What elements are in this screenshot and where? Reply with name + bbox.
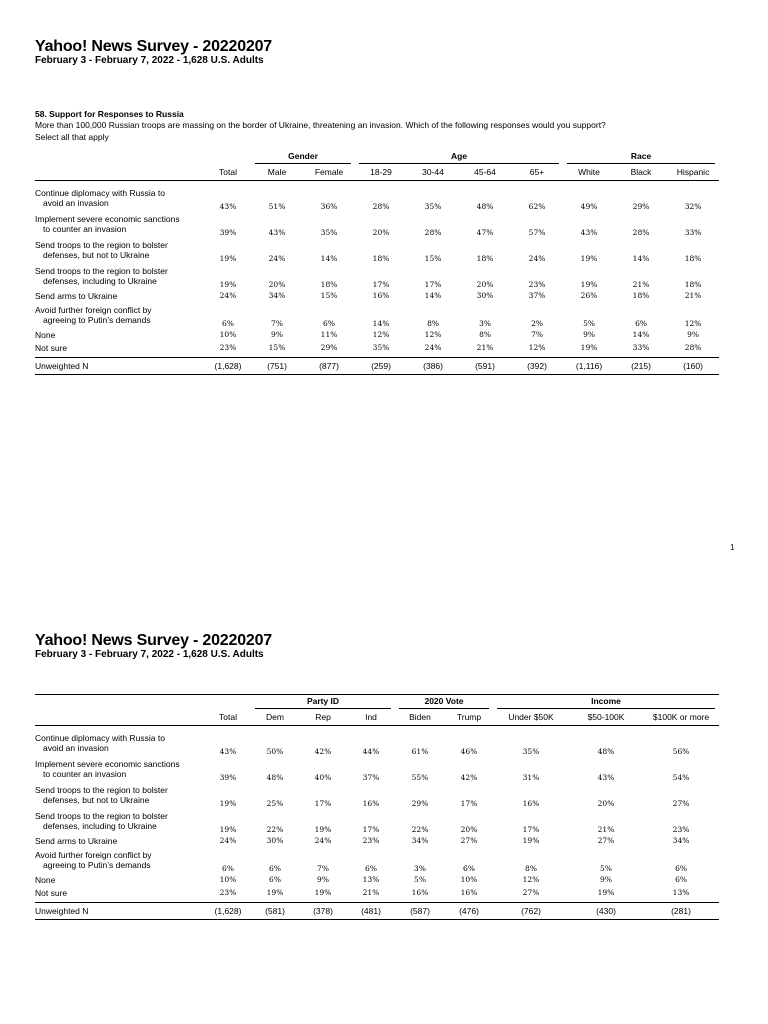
- cell-value: 18%: [632, 291, 650, 300]
- cell-value: 37%: [362, 773, 380, 782]
- cell-value: 27%: [672, 799, 690, 808]
- unweighted-n-value: (581): [251, 903, 299, 920]
- cell-value: 17%: [424, 280, 442, 289]
- table-row: [35, 289, 719, 302]
- cell-value: 19%: [314, 888, 332, 897]
- table-row: [35, 834, 719, 847]
- table-row: [35, 181, 719, 212]
- cell-value: 18%: [476, 254, 494, 263]
- cell-value: 28%: [424, 228, 442, 237]
- cell-value: 3%: [414, 864, 426, 873]
- cell-value: 29%: [632, 202, 650, 211]
- group-header-age: Age: [355, 150, 563, 164]
- column-header: 45-64: [459, 164, 511, 181]
- cell-value: 20%: [268, 280, 286, 289]
- cell-value: 35%: [522, 747, 540, 756]
- row-label-line: defenses, but not to Ukraine: [43, 250, 150, 260]
- cell-value: 28%: [684, 343, 702, 352]
- cell-value: 14%: [320, 254, 338, 263]
- cell-value: 6%: [323, 319, 335, 328]
- cell-value: 16%: [460, 888, 478, 897]
- column-header: 18-29: [355, 164, 407, 181]
- group-header-2020-vote: 2020 Vote: [395, 695, 493, 710]
- cell-value: 6%: [222, 864, 234, 873]
- cell-value: 39%: [219, 773, 237, 782]
- column-header: Dem: [251, 709, 299, 726]
- cell-value: 28%: [632, 228, 650, 237]
- cell-value: 18%: [320, 280, 338, 289]
- cell-value: 20%: [460, 825, 478, 834]
- cell-value: 23%: [219, 343, 237, 352]
- cell-value: 34%: [268, 291, 286, 300]
- cell-value: 24%: [268, 254, 286, 263]
- cell-value: 17%: [460, 799, 478, 808]
- cell-value: 6%: [222, 319, 234, 328]
- row-label-line: Avoid further foreign conflict by: [35, 850, 152, 860]
- row-label-line: Send troops to the region to bolster: [35, 785, 168, 795]
- table-row: [35, 847, 719, 873]
- cell-value: 9%: [583, 330, 595, 339]
- crosstab-table-2: [35, 694, 719, 920]
- cell-value: 19%: [266, 888, 284, 897]
- cell-value: 14%: [424, 291, 442, 300]
- cell-value: 24%: [314, 836, 332, 845]
- cell-value: 61%: [411, 747, 429, 756]
- row-label: [35, 237, 205, 263]
- cell-value: 32%: [684, 202, 702, 211]
- cell-value: 21%: [632, 280, 650, 289]
- cell-value: 24%: [424, 343, 442, 352]
- unweighted-n-value: (587): [395, 903, 445, 920]
- cell-value: 5%: [414, 875, 426, 884]
- cell-value: 12%: [684, 319, 702, 328]
- unweighted-n-value: (392): [511, 358, 563, 375]
- cell-value: 8%: [525, 864, 537, 873]
- cell-value: 35%: [372, 343, 390, 352]
- unweighted-n-value: (1,116): [563, 358, 615, 375]
- cell-value: 12%: [522, 875, 540, 884]
- column-header: Female: [303, 164, 355, 181]
- row-label: [35, 302, 205, 328]
- cell-value: 12%: [372, 330, 390, 339]
- cell-value: 21%: [597, 825, 615, 834]
- unweighted-n-value: (386): [407, 358, 459, 375]
- cell-value: 24%: [528, 254, 546, 263]
- cell-value: 30%: [266, 836, 284, 845]
- unweighted-n-value: (160): [667, 358, 719, 375]
- crosstab-table-1: [35, 150, 719, 375]
- page2-subtitle: February 3 - February 7, 2022 - 1,628 U.S. Adults: [35, 649, 264, 660]
- cell-value: 35%: [424, 202, 442, 211]
- row-label-line: defenses, including to Ukraine: [43, 276, 157, 286]
- table-row: [35, 873, 719, 886]
- cell-value: 7%: [271, 319, 283, 328]
- cell-value: 6%: [269, 875, 281, 884]
- row-label: [35, 328, 205, 341]
- column-header: $100K or more: [643, 709, 719, 726]
- cell-value: 14%: [632, 254, 650, 263]
- group-header-income: Income: [493, 695, 719, 710]
- cell-value: 33%: [684, 228, 702, 237]
- unweighted-n-label: Unweighted N: [35, 358, 205, 375]
- cell-value: 55%: [411, 773, 429, 782]
- row-label-line: agreeing to Putin’s demands: [43, 860, 151, 870]
- unweighted-n-value: (430): [569, 903, 643, 920]
- cell-value: 54%: [672, 773, 690, 782]
- cell-value: 23%: [362, 836, 380, 845]
- unweighted-n-value: (476): [445, 903, 493, 920]
- row-label-line: Implement severe economic sanctions: [35, 214, 180, 224]
- cell-value: 46%: [460, 747, 478, 756]
- row-label: [35, 886, 205, 903]
- cell-value: 20%: [597, 799, 615, 808]
- cell-value: 47%: [476, 228, 494, 237]
- cell-value: 9%: [271, 330, 283, 339]
- cell-value: 17%: [362, 825, 380, 834]
- cell-value: 30%: [476, 291, 494, 300]
- cell-value: 27%: [460, 836, 478, 845]
- cell-value: 5%: [600, 864, 612, 873]
- cell-value: 21%: [362, 888, 380, 897]
- unweighted-n-value: (481): [347, 903, 395, 920]
- cell-value: 42%: [314, 747, 332, 756]
- cell-value: 50%: [266, 747, 284, 756]
- row-label: [35, 782, 205, 808]
- unweighted-n-value: (751): [251, 358, 303, 375]
- cell-value: 8%: [479, 330, 491, 339]
- column-header: 65+: [511, 164, 563, 181]
- row-label-line: Continue diplomacy with Russia to: [35, 188, 165, 198]
- table-row: [35, 886, 719, 903]
- cell-value: 43%: [268, 228, 286, 237]
- cell-value: 49%: [580, 202, 598, 211]
- row-label-line: avoid an invasion: [43, 743, 109, 753]
- table-row: [35, 726, 719, 757]
- row-label-line: None: [35, 329, 56, 340]
- cell-value: 6%: [463, 864, 475, 873]
- cell-value: 12%: [424, 330, 442, 339]
- table-row: [35, 782, 719, 808]
- cell-value: 39%: [219, 228, 237, 237]
- cell-value: 6%: [675, 864, 687, 873]
- row-label: [35, 211, 205, 237]
- cell-value: 20%: [372, 228, 390, 237]
- table-row: [35, 756, 719, 782]
- cell-value: 34%: [411, 836, 429, 845]
- cell-value: 10%: [219, 875, 237, 884]
- cell-value: 43%: [219, 747, 237, 756]
- cell-value: 62%: [528, 202, 546, 211]
- table-row: [35, 341, 719, 358]
- cell-value: 19%: [219, 799, 237, 808]
- cell-value: 14%: [372, 319, 390, 328]
- group-header-party-id: Party ID: [251, 695, 395, 710]
- row-label-line: Send troops to the region to bolster: [35, 266, 168, 276]
- page-number: 1: [730, 543, 735, 552]
- cell-value: 44%: [362, 747, 380, 756]
- cell-value: 17%: [314, 799, 332, 808]
- cell-value: 6%: [675, 875, 687, 884]
- cell-value: 16%: [522, 799, 540, 808]
- column-header: 30-44: [407, 164, 459, 181]
- cell-value: 7%: [317, 864, 329, 873]
- cell-value: 16%: [411, 888, 429, 897]
- row-label: [35, 808, 205, 834]
- cell-value: 10%: [219, 330, 237, 339]
- unweighted-n-value: (1,628): [205, 358, 251, 375]
- group-header-gender: Gender: [251, 150, 355, 164]
- cell-value: 16%: [372, 291, 390, 300]
- question-title: 58. Support for Responses to Russia: [35, 109, 184, 119]
- row-label-line: Continue diplomacy with Russia to: [35, 733, 165, 743]
- unweighted-n-value: (259): [355, 358, 407, 375]
- unweighted-n-value: (762): [493, 903, 569, 920]
- cell-value: 31%: [522, 773, 540, 782]
- cell-value: 23%: [672, 825, 690, 834]
- cell-value: 2%: [531, 319, 543, 328]
- page2-title: Yahoo! News Survey - 20220207: [35, 632, 272, 649]
- row-label: [35, 756, 205, 782]
- cell-value: 14%: [632, 330, 650, 339]
- cell-value: 43%: [580, 228, 598, 237]
- row-label-line: Send troops to the region to bolster: [35, 240, 168, 250]
- cell-value: 22%: [411, 825, 429, 834]
- cell-value: 19%: [219, 280, 237, 289]
- unweighted-n-value: (378): [299, 903, 347, 920]
- unweighted-n-row: [35, 358, 719, 375]
- group-header-race: Race: [563, 150, 719, 164]
- cell-value: 15%: [424, 254, 442, 263]
- row-label: [35, 834, 205, 847]
- row-label: [35, 263, 205, 289]
- row-label-line: to counter an invasion: [43, 224, 127, 234]
- cell-value: 18%: [372, 254, 390, 263]
- cell-value: 35%: [320, 228, 338, 237]
- cell-value: 20%: [476, 280, 494, 289]
- cell-value: 19%: [580, 254, 598, 263]
- column-header: Hispanic: [667, 164, 719, 181]
- cell-value: 6%: [269, 864, 281, 873]
- cell-value: 21%: [476, 343, 494, 352]
- cell-value: 37%: [528, 291, 546, 300]
- table-row: [35, 328, 719, 341]
- row-label: [35, 341, 205, 358]
- cell-value: 9%: [600, 875, 612, 884]
- cell-value: 56%: [672, 747, 690, 756]
- cell-value: 24%: [219, 291, 237, 300]
- row-label: [35, 726, 205, 757]
- cell-value: 48%: [476, 202, 494, 211]
- cell-value: 5%: [583, 319, 595, 328]
- cell-value: 6%: [365, 864, 377, 873]
- row-label: [35, 847, 205, 873]
- cell-value: 43%: [597, 773, 615, 782]
- column-header: $50-100K: [569, 709, 643, 726]
- cell-value: 9%: [317, 875, 329, 884]
- cell-value: 34%: [672, 836, 690, 845]
- cell-value: 18%: [684, 280, 702, 289]
- column-header: Biden: [395, 709, 445, 726]
- row-label: [35, 873, 205, 886]
- row-label-line: agreeing to Putin’s demands: [43, 315, 151, 325]
- cell-value: 42%: [460, 773, 478, 782]
- cell-value: 13%: [672, 888, 690, 897]
- cell-value: 28%: [372, 202, 390, 211]
- cell-value: 12%: [528, 343, 546, 352]
- row-label-line: Not sure: [35, 342, 68, 353]
- cell-value: 3%: [479, 319, 491, 328]
- cell-value: 29%: [320, 343, 338, 352]
- cell-value: 29%: [411, 799, 429, 808]
- cell-value: 27%: [597, 836, 615, 845]
- unweighted-n-value: (1,628): [205, 903, 251, 920]
- cell-value: 13%: [362, 875, 380, 884]
- cell-value: 57%: [528, 228, 546, 237]
- cell-value: 11%: [320, 330, 338, 339]
- row-label-line: Avoid further foreign conflict by: [35, 305, 152, 315]
- unweighted-n-value: (877): [303, 358, 355, 375]
- row-label-line: Send arms to Ukraine: [35, 290, 118, 301]
- row-label-line: avoid an invasion: [43, 198, 109, 208]
- column-header: Trump: [445, 709, 493, 726]
- cell-value: 19%: [219, 254, 237, 263]
- cell-value: 25%: [266, 799, 284, 808]
- cell-value: 19%: [597, 888, 615, 897]
- unweighted-n-row: [35, 903, 719, 920]
- cell-value: 24%: [219, 836, 237, 845]
- row-label-line: Send arms to Ukraine: [35, 835, 118, 846]
- table-row: [35, 808, 719, 834]
- cell-value: 18%: [684, 254, 702, 263]
- cell-value: 51%: [268, 202, 286, 211]
- cell-value: 33%: [632, 343, 650, 352]
- cell-value: 6%: [635, 319, 647, 328]
- cell-value: 43%: [219, 202, 237, 211]
- cell-value: 48%: [266, 773, 284, 782]
- column-header: Rep: [299, 709, 347, 726]
- cell-value: 15%: [268, 343, 286, 352]
- cell-value: 16%: [362, 799, 380, 808]
- table-row: [35, 211, 719, 237]
- cell-value: 27%: [522, 888, 540, 897]
- cell-value: 9%: [687, 330, 699, 339]
- row-label-line: Send troops to the region to bolster: [35, 811, 168, 821]
- table-row: [35, 263, 719, 289]
- cell-value: 8%: [427, 319, 439, 328]
- table-row: [35, 302, 719, 328]
- table-row: [35, 237, 719, 263]
- column-header: Black: [615, 164, 667, 181]
- row-label-line: Not sure: [35, 887, 68, 898]
- unweighted-n-label: Unweighted N: [35, 903, 205, 920]
- row-label-line: to counter an invasion: [43, 769, 127, 779]
- cell-value: 19%: [219, 825, 237, 834]
- row-label: [35, 289, 205, 302]
- cell-value: 10%: [460, 875, 478, 884]
- page1-title: Yahoo! News Survey - 20220207: [35, 38, 272, 55]
- page1-subtitle: February 3 - February 7, 2022 - 1,628 U.S. Adults: [35, 55, 264, 66]
- row-label: [35, 181, 205, 212]
- cell-value: 36%: [320, 202, 338, 211]
- question-text: More than 100,000 Russian troops are massing on the border of Ukraine, threatening an invasion. Which of the following responses would you support?: [35, 120, 606, 130]
- column-header: Ind: [347, 709, 395, 726]
- cell-value: 48%: [597, 747, 615, 756]
- cell-value: 19%: [580, 280, 598, 289]
- unweighted-n-value: (281): [643, 903, 719, 920]
- cell-value: 17%: [372, 280, 390, 289]
- cell-value: 23%: [528, 280, 546, 289]
- cell-value: 22%: [266, 825, 284, 834]
- unweighted-n-value: (591): [459, 358, 511, 375]
- cell-value: 19%: [522, 836, 540, 845]
- cell-value: 23%: [219, 888, 237, 897]
- column-header: Total: [205, 709, 251, 726]
- column-header: Under $50K: [493, 709, 569, 726]
- cell-value: 21%: [684, 291, 702, 300]
- row-label-line: None: [35, 874, 56, 885]
- column-header: Total: [205, 164, 251, 181]
- unweighted-n-value: (215): [615, 358, 667, 375]
- cell-value: 7%: [531, 330, 543, 339]
- column-header: Male: [251, 164, 303, 181]
- cell-value: 15%: [320, 291, 338, 300]
- cell-value: 17%: [522, 825, 540, 834]
- row-label-line: Implement severe economic sanctions: [35, 759, 180, 769]
- cell-value: 40%: [314, 773, 332, 782]
- cell-value: 19%: [580, 343, 598, 352]
- row-label-line: defenses, including to Ukraine: [43, 821, 157, 831]
- cell-value: 19%: [314, 825, 332, 834]
- column-header: White: [563, 164, 615, 181]
- question-instruction: Select all that apply: [35, 132, 109, 142]
- cell-value: 26%: [580, 291, 598, 300]
- row-label-line: defenses, but not to Ukraine: [43, 795, 150, 805]
